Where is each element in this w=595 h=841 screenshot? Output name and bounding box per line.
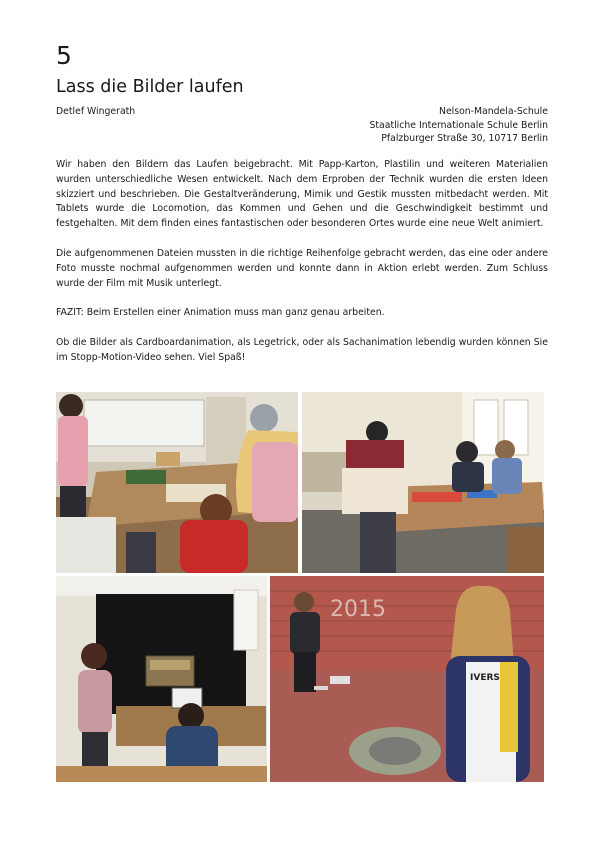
paragraph-intro: Wir haben den Bildern das Laufen beigebracht. Mit Papp-Karton, Plastilin und weiteren Materialien wurden unterschiedliche Wesen entwickelt. Nach dem Erproben der Technik wurden die ersten Ideen skizziert und beschrieben. Die Gestaltveränderung, Mimik und Gestik mussten mitbedacht werden. Mit Tablets wurde die Locomotion, das Kommen und Gehen und die Geschwindigkeit bestimmt und festgehalten. Mit dem finden eines fantastischen oder besonderen Ortes wurde eine neue Welt animiert.: [56, 159, 548, 230]
shirt-text: IVERS: [470, 673, 500, 683]
paragraph-video: Ob die Bilder als Cardboardanimation, als Legetrick, oder als Sachanimation lebendig wurden können Sie im Stopp-Motion-Video sehen. Viel Spaß!: [56, 337, 548, 363]
photo-stopmotion-set: [56, 576, 267, 782]
photo-schoolyard: [270, 576, 544, 782]
chapter-number: 5: [56, 41, 72, 70]
author-name: Detlef Wingerath: [56, 106, 136, 117]
article-body: [56, 158, 548, 381]
school-full-name: Staatliche Internationale Schule Berlin: [369, 119, 548, 131]
school-address: [288, 105, 548, 146]
wall-writing: 2015: [330, 597, 386, 622]
paragraph-conclusion: FAZIT: Beim Erstellen einer Animation muss man ganz genau arbeiten.: [56, 307, 385, 319]
photo-classroom-group: [302, 392, 544, 573]
photo-classroom-table: [56, 392, 298, 573]
school-name: Nelson-Mandela-Schule: [438, 106, 548, 117]
school-street: Pfalzburger Straße 30, 10717 Berlin: [381, 133, 548, 145]
paragraph-process: Die aufgenommenen Dateien mussten in die richtige Reihenfolge gebracht werden, das eine oder andere Foto musste nochmal aufgenommen werden und konnte dann in Aktion erlebt werden. Zum Schluss wurde der Film mit Musik unterlegt.: [56, 247, 548, 289]
page-title: Lass die Bilder laufen: [56, 77, 244, 97]
